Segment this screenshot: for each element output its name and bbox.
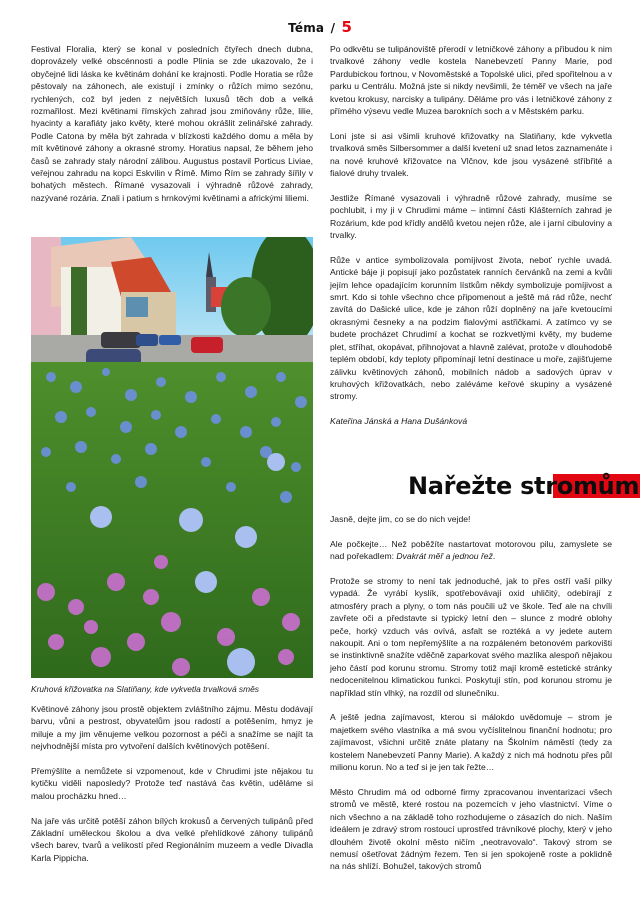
paragraph: Růže v antice symbolizovala pomíjivost života, neboť rychle uvadá. Antické báje ji popisují jako pozůstatek ranních červánků na zemi a kvůli jejím lehce opadajícím korunním lístkům někdy symbolizuje pomíjivost a smrt. Kdo si tohle všechno chce připomenout a ještě má rád růže, nechť zavítá do Dašické ulice, kde je záhon růží doplněný na jaře kvetoucími okrasnými česneky a na podzim fialovými astřičkami. A zatímco vy se budete procházet Chrudimí a kochat se rozkvetlými květy, my budeme plet, stříhat, okopávat, přihnojovat a hlavně zalévat, protože v dlouhodobě teplém období, kdy teploty připomínají letní destinace u moře, zajišťujeme zálivku květinových záhonů, mobilních nádob a sadových úprav v kruhových křižovatkách, nebo zaléváme keřové skupiny a vysázené stromy. <box>330 254 612 402</box>
paragraph: Jestliže Římané vysazovali i výhradně růžové zahrady, musíme se pochlubit, i my ji v Chrudimi máme – intimní části Klášterních zahrad je Rozárium, kde pod křídly andělů kvetou nejen růže, ale i jarní cibuloviny a trvalky. <box>330 192 612 241</box>
quote-intro: Ale počkejte… Než poběžíte nastartovat motorovou pilu, zamyslete se nad pořekadlem: <box>330 538 612 562</box>
paragraph: Protože se stromy to není tak jednoduché, jak to přes ostří vaší pilky vypadá. Že vyrábí kyslík, spotřebovávají oxid uhličitý, odebírají z atmosféry prach a plyny, o tom nás poučili už ve škole. Teď ale na chvíli zavřete oči a představte si typický letní den – slunce z modré oblohy peče, horký vzduch vás ovívá, asfalt se roztéká a vy jedete autem nakoupit. Ani o tom nepřemýšlíte a na rozpáleném betonovém parkovišti se instinktivně snažíte vděčně zaparkovat svého mazlíka alespoň nějakou jeho částí pod korunu stromu. Stromy totiž mají kromě estetické stránky nedocenitelnou klimatickou funkci. Poskytují stín, pod korunou stromu je například stín vlhký, na rozdíl od slunečníku. <box>330 576 612 698</box>
paragraph: Město Chrudim má od odborné firmy zpracovanou inventarizaci všech stromů ve městě, které rostou na pozemcích v jeho vlastnictví. Víme o nich všechno a na základě toho rozhodujeme o zásazích do nich. Naším ideálem je zdravý strom rostoucí uprostřed trávníkové plochy, který v jeho dlouhém životě okolní město ničím „neotravovalo“. Takový strom se nemusí ošetřovat žádným řezem. Ten si jen spokojeně roste a poklidně na nás shlíží. Bohužel, takových stromů <box>330 786 612 872</box>
paragraph: Na jaře vás určitě potěší záhon bílých krokusů a červených tulipánů před Základní uměleckou školou a dva velké přehlídkové záhony tulipánů všech barev, tvarů a velikostí před Regionálním muzeem a vedle Divadla Karla Pippicha. <box>31 815 313 863</box>
article1-left-column-continued <box>31 703 313 877</box>
photo-illustration <box>31 237 313 678</box>
header-separator: / <box>330 21 336 35</box>
section-label: Téma <box>288 21 325 35</box>
paragraph: A ještě jedna zajímavost, kterou si málokdo uvědomuje – strom je majetkem svého vlastníka a má svou vyčíslitelnou finanční hodnotu; pro zajímavost, všichni určitě znáte platany na Školním náměstí (tedy za kostelem Nanebevzetí Panny Marie). A každý z nich má hodnotu přes půl milionu korun. No a teď si je jen tak řežte… <box>330 712 612 773</box>
paragraph: Květinové záhony jsou prostě objektem zvláštního zájmu. Městu dodávají barvu, vůni a pestrost, obyvatelům jsou radostí a potěšením, hmyz je miluje a my jim věnujeme velkou pozornost a péči a snažíme se najít ta nejvhodnější místa pro vytvoření dalších květinových potěšení. <box>31 704 313 752</box>
page-header <box>0 18 640 37</box>
paragraph: Jasně, dejte jim, co se do nich vejde! <box>330 514 471 524</box>
photo-caption: Kruhová křižovatka na Slatiňany, kde vykvetla trvalková směs <box>31 684 259 694</box>
quote-paragraph <box>330 538 612 563</box>
article1-left-column <box>31 43 313 217</box>
article1-right-column <box>330 43 612 440</box>
page-number: 5 <box>341 18 352 36</box>
proverb: Dvakrát měř a jednou řež <box>396 551 493 562</box>
article2-body <box>330 513 612 885</box>
roundabout-flowers-photo <box>31 237 313 678</box>
paragraph: Festival Floralia, který se konal v posledních čtyřech dnech dubna, doprovázely velké obscénnosti a podle Plinia se zde ukazovalo, že i obyčejné lidi láska ke květinám dohání ke krajnosti. Podle Horatia se růže pěstovaly na záhonech, ale existují i zmínky o růžích mimo sezónu, rychlených, což byl jeden z největších luxusů těch dob a velká rozmařilost. Mezi květinami římských zahrad jsou zmiňovány růže, lilie, hyacinty a karafiáty jako květy, které mohou okrášlit zelinářské zahrady. Podle Catona by měla být zahrada v blízkosti každého domu a měla by mít květinové záhony a okrasné stromy. Horatius napsal, že během jeho časů se zahrady staly národní zálibou. Augustus postavil Porticus Liviae, veřejnou zahradu na kopci Eskvilin v Římě. Mimo Řím se zahrady šířily v bohatých městech. Římané vysazovali i výhradně růžové zahrady, nazývané rozária. Znali i patium s hrnkovými květinami a africkými liliemi. <box>31 44 313 203</box>
article2-heading <box>408 470 639 502</box>
paragraph: Po odkvětu se tulipánoviště přerodí v letničkové záhony a přibudou k nim trvalkové záhony vedle kostela Nanebevzetí Panny Marie, pod Pardubickou fortnou, v Novoměstské a Topolské ulici, před spořitelnou a v parku u Centrálu. Možná jste si nikdy nevšimli, že téměř ve všech na jaře kvetou krokusy, narcisky a tulipány. Děláme pro vás i letničkové záhony z přímého výsevu vedle Muzea barokních soch a v Městském parku. <box>330 44 612 117</box>
article2-title: Nařežte stromům <box>408 472 640 500</box>
author-byline: Kateřina Jánská a Hana Dušánková <box>330 416 468 427</box>
quote-end: . <box>492 551 496 562</box>
paragraph: Přemýšlíte a nemůžete si vzpomenout, kde v Chrudimi jste nějakou tu kytičku viděli naposledy? Protože teď nastává čas květin, uděláme si malou procházku hned… <box>31 766 313 801</box>
paragraph: Loni jste si asi všimli kruhové křižovatky na Slatiňany, kde vykvetla trvalková směs Silbersommer a další kvetení už snad letos zaznamenáte i na nové kruhové křižovatce na Vlčnov, kde jsou vysázené stříbřité a fialové druhy trvalek. <box>330 130 612 179</box>
